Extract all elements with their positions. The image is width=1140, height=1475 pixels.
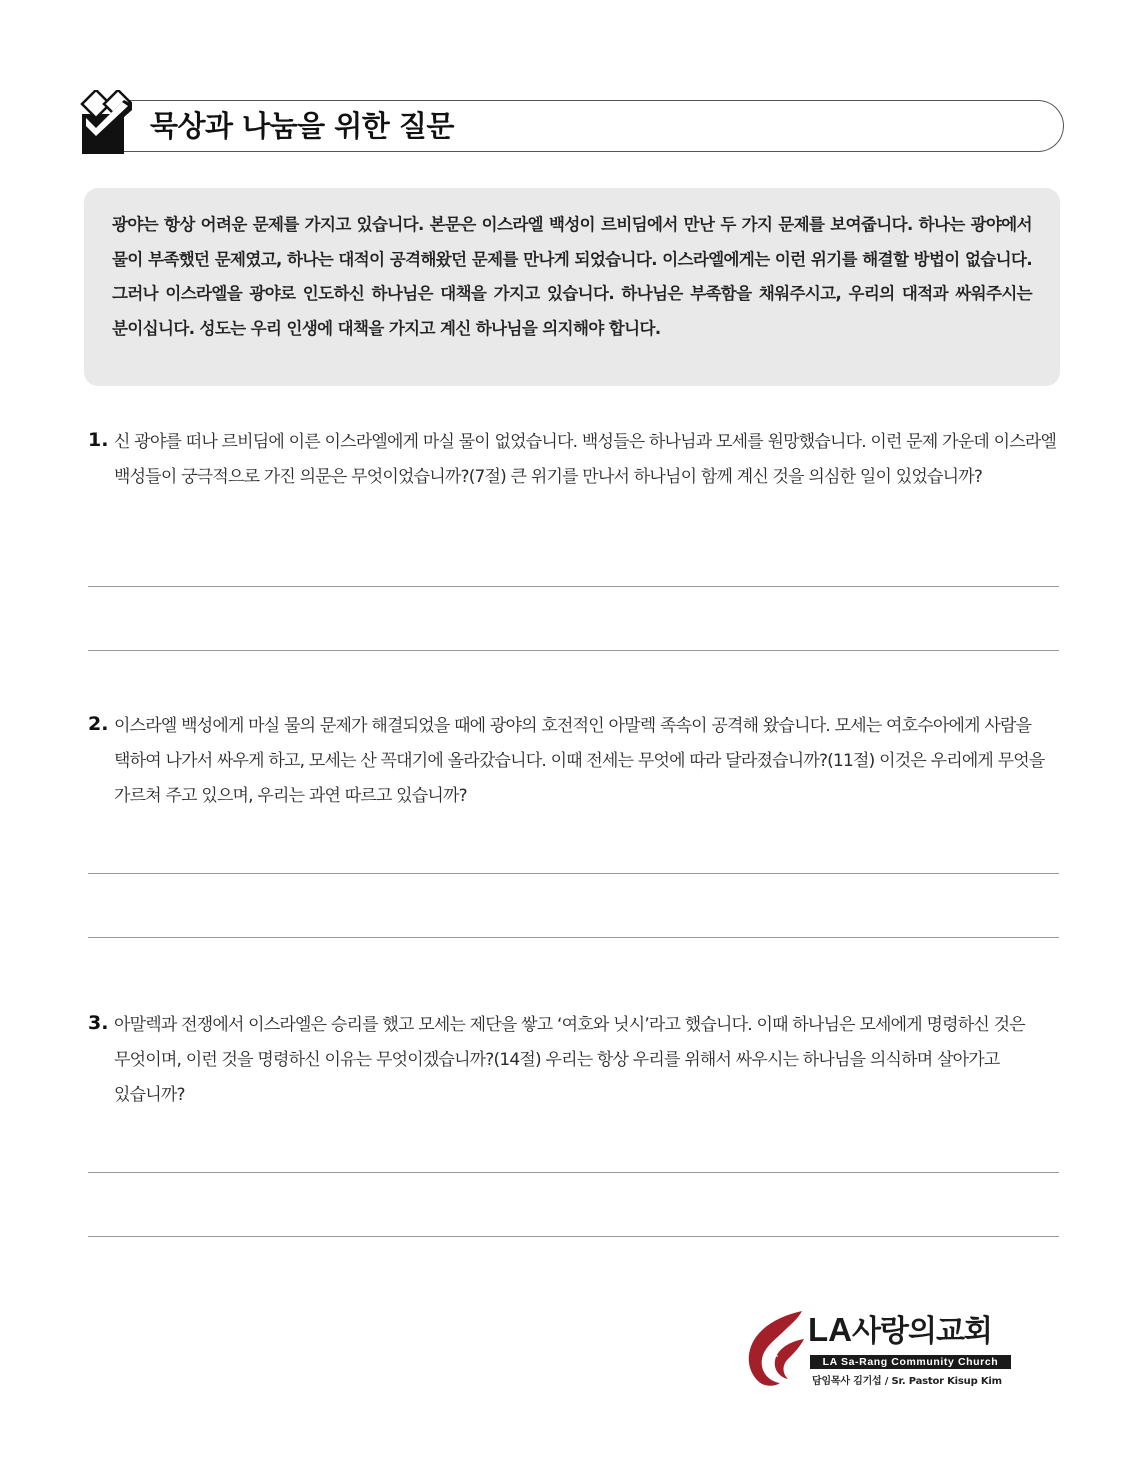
logo-korean-name: 사랑의교회 (852, 1314, 992, 1349)
flame-icon (744, 1309, 806, 1387)
answer-line (88, 586, 1059, 587)
question-2 (86, 709, 1061, 814)
question-3 (86, 1008, 1061, 1113)
checkbox-check-icon (76, 90, 132, 156)
answer-line (88, 1236, 1059, 1237)
question-text: 신 광야를 떠나 르비딤에 이른 이스라엘에게 마실 물이 없었습니다. 백성들은 하나님과 모세를 원망했습니다. 이런 문제 가운데 이스라엘 백성들이 궁극적으로 가진 의문은 무엇이었습니까?(7절) 큰 위기를 만나서 하나님이 함께 계신 것을 의심한 일이 있었습니까? (114, 432, 1057, 487)
question-text: 이스라엘 백성에게 마실 물의 문제가 해결되었을 때에 광야의 호전적인 아말렉 족속이 공격해 왔습니다. 모세는 여호수아에게 사람을 택하여 나가서 싸우게 하고, 모세는 산 꼭대기에 올라갔습니다. 이때 전세는 무엇에 따라 달라졌습니까?(11절) 이것은 우리에게 무엇을 가르쳐 주고 있으며, 우리는 과연 따르고 있습니까? (114, 716, 1045, 806)
question-number: 1. (88, 429, 109, 451)
logo-name (808, 1313, 992, 1349)
page-title: 묵상과 나눔을 위한 질문 (150, 109, 454, 143)
answer-line (88, 650, 1059, 651)
question-text: 아말렉과 전쟁에서 이스라엘은 승리를 했고 모세는 제단을 쌓고 ‘여호와 닛시’라고 했습니다. 이때 하나님은 모세에게 명령하신 것은 무엇이며, 이런 것을 명령하신 이유는 무엇이겠습니까?(14절) 우리는 항상 우리를 위해서 싸우시는 하나님을 의식하며 살아가고 있습니까? (114, 1015, 1025, 1105)
summary-box (84, 188, 1060, 386)
section-header (76, 90, 1066, 156)
question-1 (86, 425, 1061, 495)
logo-la: LA (808, 1311, 852, 1348)
answer-line (88, 1172, 1059, 1173)
logo-pastor: 담임목사 김기섭 / Sr. Pastor Kisup Kim (812, 1376, 1002, 1387)
summary-text: 광야는 항상 어려운 문제를 가지고 있습니다. 본문은 이스라엘 백성이 르비딤에서 만난 두 가지 문제를 보여줍니다. 하나는 광야에서 물이 부족했던 문제였고, 하나는 대적이 공격해왔던 문제를 만나게 되었습니다. 이스라엘에게는 이런 위기를 해결할 방법이 없습니다. 그러나 이스라엘을 광야로 인도하신 하나님은 대책을 가지고 있습니다. 하나님은 부족함을 채워주시고, 우리의 대적과 싸워주시는 분이십니다. 성도는 우리 인생에 대책을 가지고 계신 하나님을 의지해야 합니다. (112, 215, 1032, 338)
logo-english-name: LA Sa-Rang Community Church (810, 1355, 1011, 1369)
answer-line (88, 937, 1059, 938)
question-number: 2. (88, 713, 109, 735)
question-number: 3. (88, 1012, 109, 1034)
church-logo (744, 1309, 1019, 1391)
answer-line (88, 873, 1059, 874)
